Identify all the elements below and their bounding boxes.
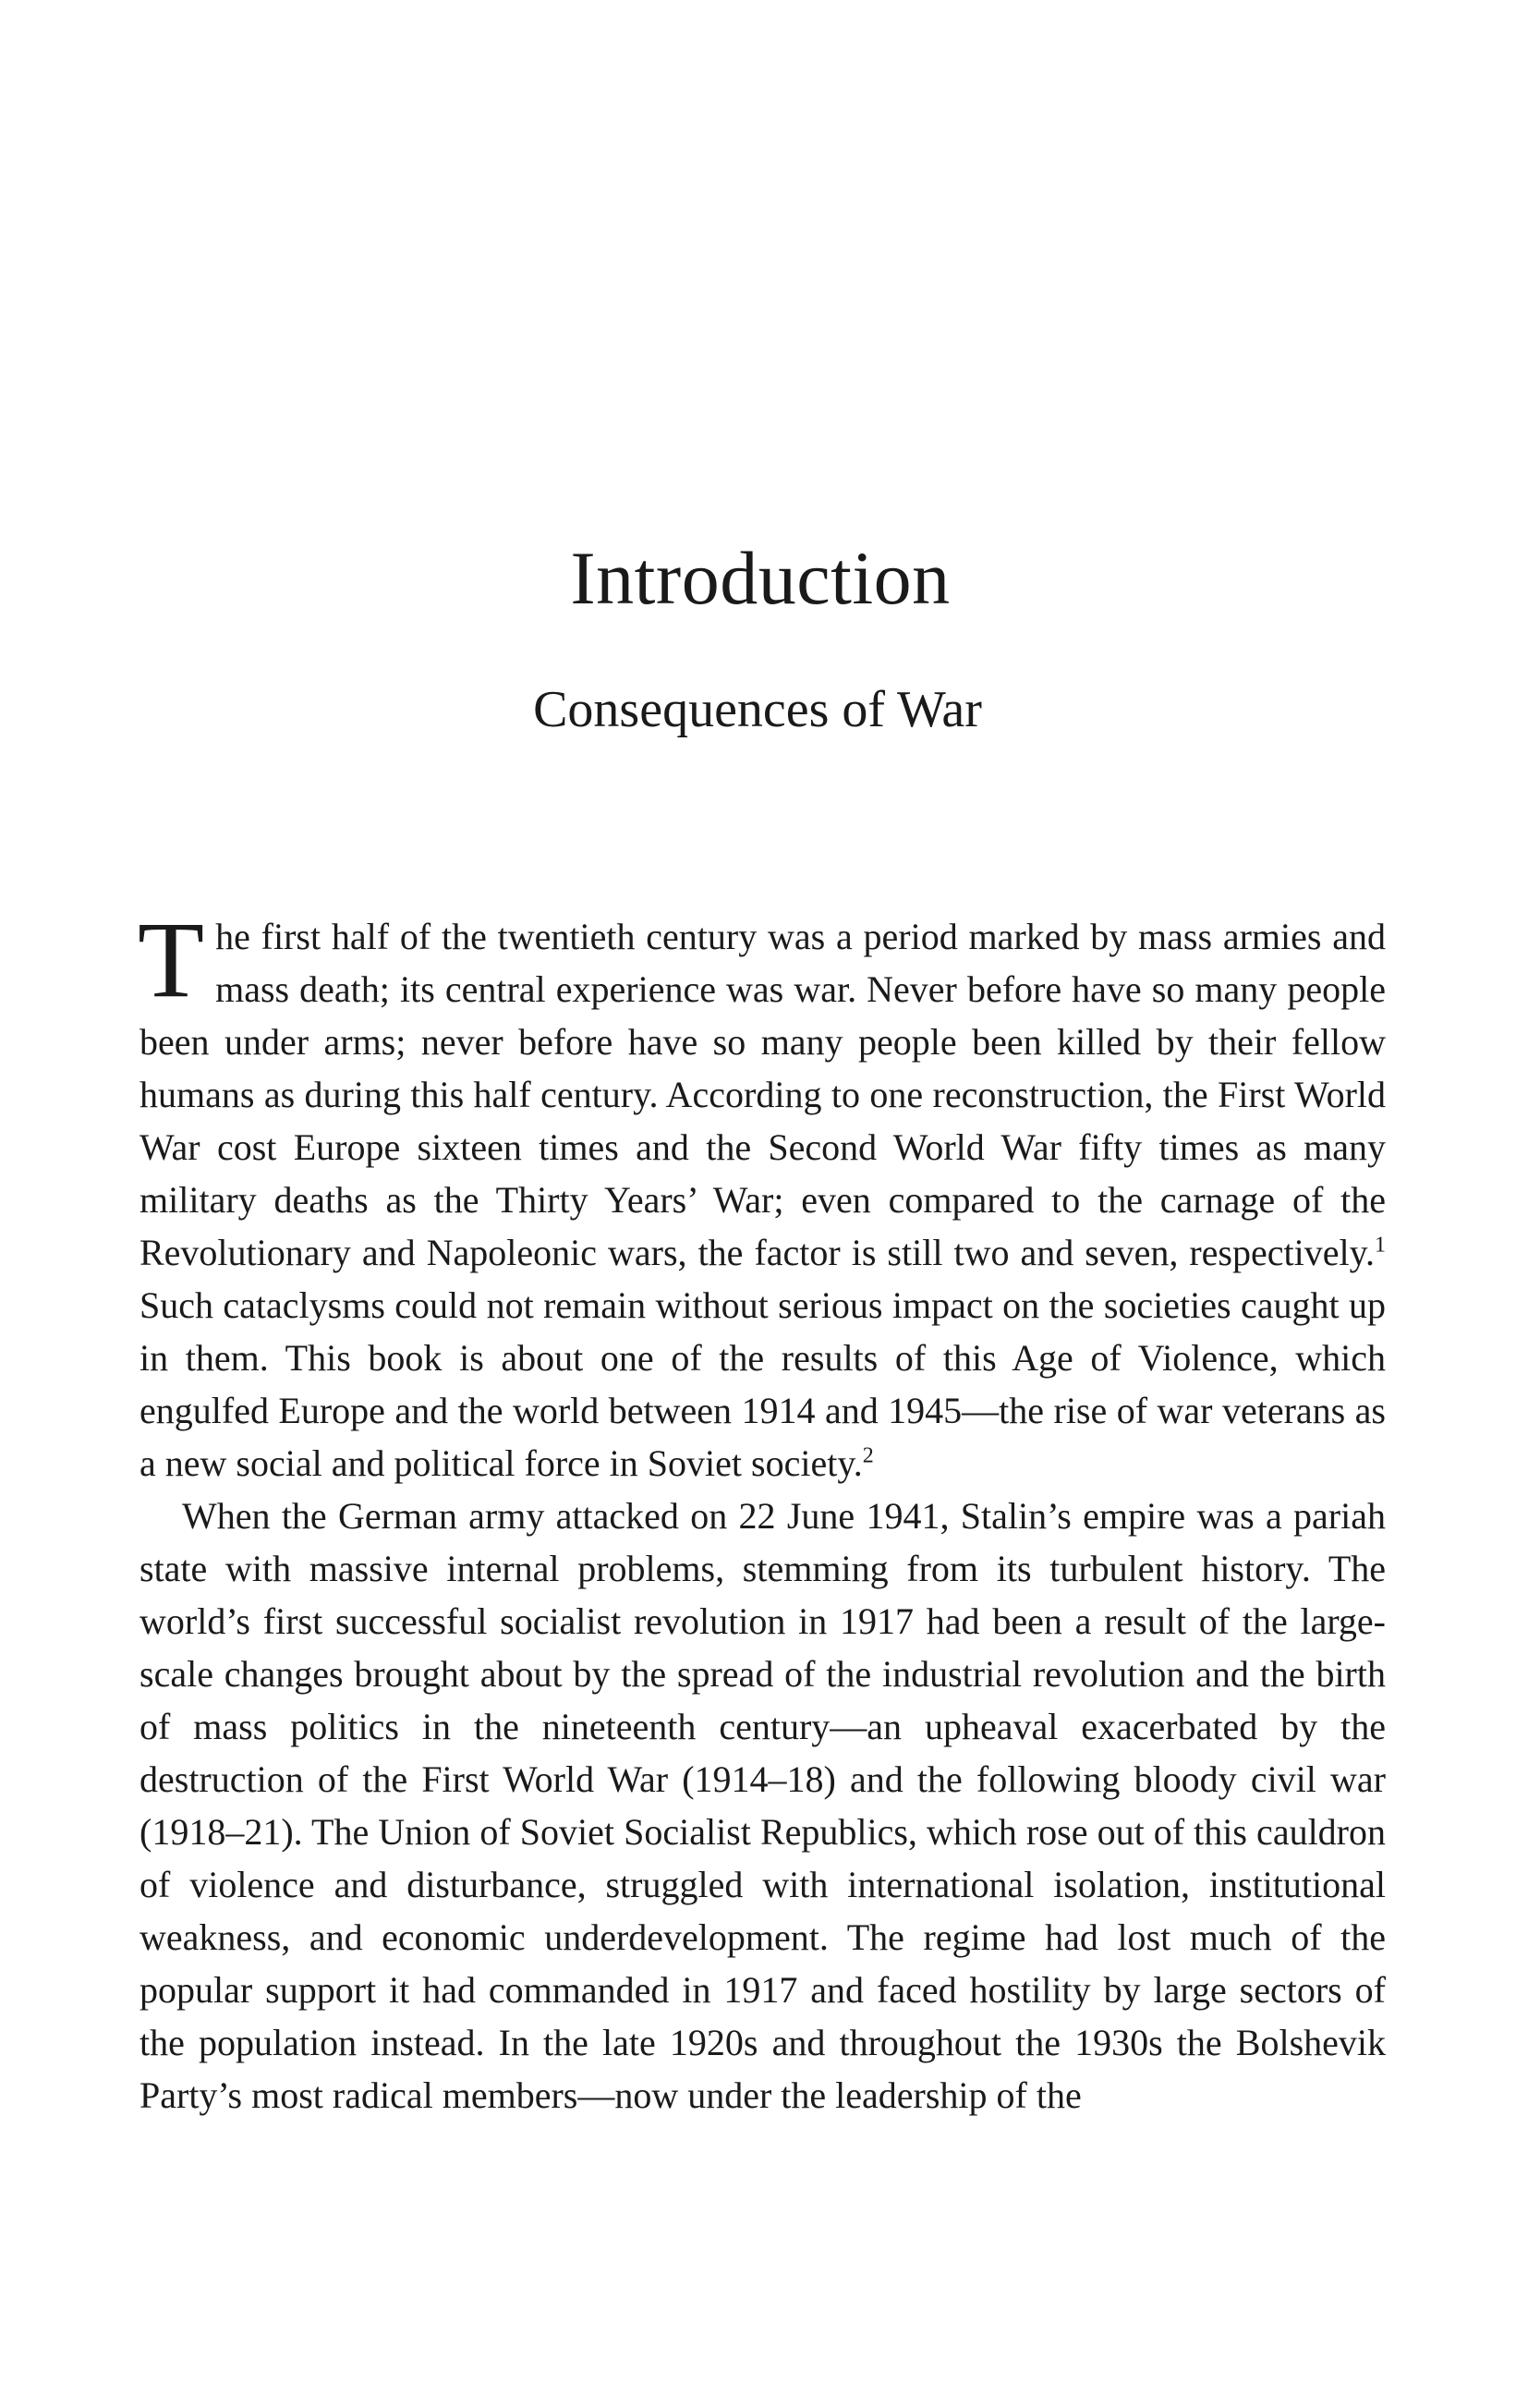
footnote-marker-1[interactable]: 1 [1375,1233,1386,1258]
chapter-title: Introduction [570,536,951,620]
body-text [138,899,1386,2122]
paragraph-1-text-b: Such cataclysms could not remain without serious impact on the societies caught up in them. This book is about one of the results of this Age of Violence, which engulfed Europe and the world between 1914 and 1945—the rise of war veterans as a new social and political force in Soviet society. [139,1284,1386,1484]
paragraph-1-text-a: The first half of the twentieth century was a period marked by mass armies and mass death; its central experience was war. Never before have so many people been under arms; never before have so many people been killed by their fellow humans as during this half century. According to one reconstruction, the First World War cost Europe sixteen times and the Second World War fifty times as many military deaths as the Thirty Years’ War; even compared to the carnage of the Revolutionary and Napoleonic wars, the factor is still two and seven, respectively. [138,899,1386,1273]
chapter-subtitle: Consequences of War [533,681,982,738]
paragraph-2: When the German army attacked on 22 June 1941, Stalin’s empire was a pariah state with massive internal problems, stemming from its turbulent history. The world’s first successful socialist revolution in 1917 had been a result of the large-scale changes brought about by the spread of the industrial revolution and the birth of mass politics in the nineteenth century—an upheaval exacerbated by the destruction of the First World War (1914–18) and the following bloody civil war (1918–21). The Union of Soviet Socialist Republics, which rose out of this cauldron of violence and disturbance, struggled with international isolation, institutional weakness, and economic underdevelopment. The regime had lost much of the popular support it had commanded in 1917 and faced hostility by large sectors of the population instead. In the late 1920s and throughout the 1930s the Bolshevik Party’s most radical members—now under the leadership of the [139,1495,1386,2116]
footnote-marker-2[interactable]: 2 [862,1443,874,1468]
paragraph-1 [138,899,1386,1490]
